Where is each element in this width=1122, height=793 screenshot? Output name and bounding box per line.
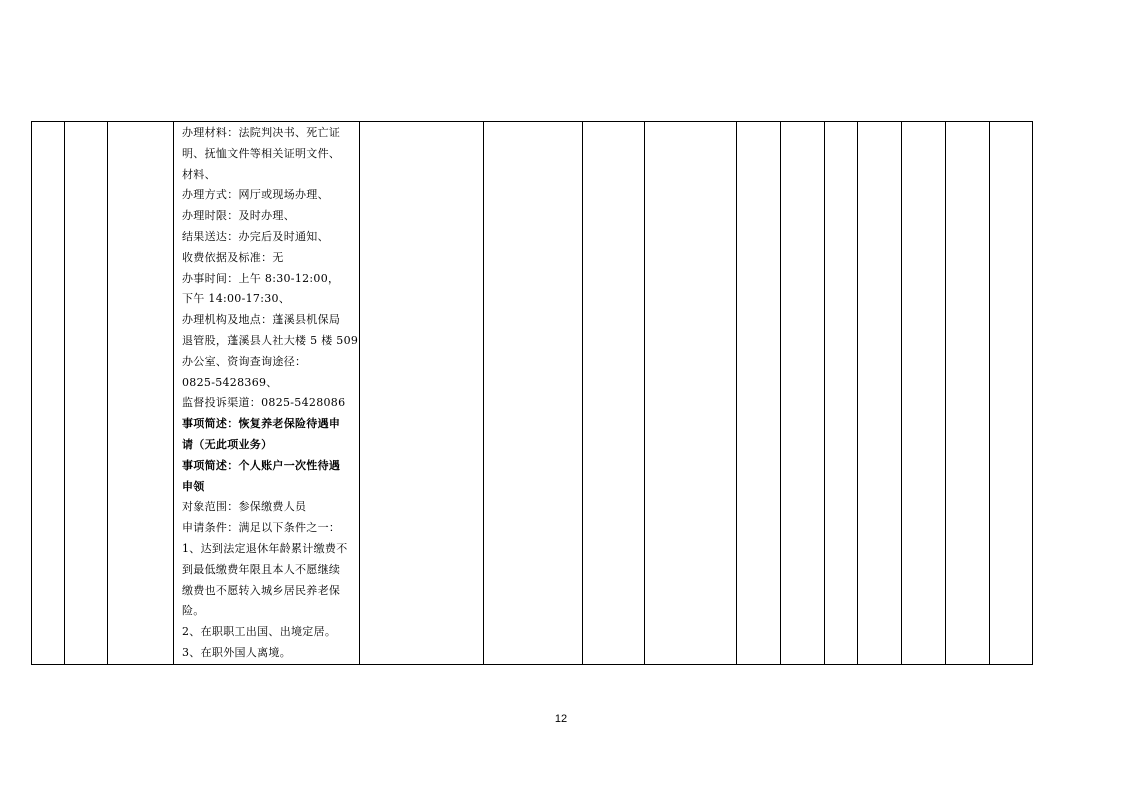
table-cell-empty: [65, 122, 108, 665]
text-line: 办事时间：上午 8:30-12:00，: [182, 271, 340, 285]
table-cell-empty: [990, 122, 1033, 665]
text-line: 下午 14:00-17:30、: [182, 292, 291, 306]
text-line: 办理机构及地点：蓬溪县机保局: [182, 313, 341, 327]
text-line: 3、在职外国人离境。: [182, 645, 291, 659]
text-line: 缴费也不愿转入城乡居民养老保: [182, 583, 341, 597]
service-description-text: [182, 123, 359, 664]
text-line: 2、在职职工出国、出境定居。: [182, 625, 337, 639]
table-cell-empty: [360, 122, 484, 665]
table-cell-empty: [825, 122, 858, 665]
text-line: 办公室、资询查询途径：: [182, 354, 307, 368]
text-line: 险。: [182, 604, 205, 618]
text-line: 到最低缴费年限且本人不愿继续: [182, 562, 341, 576]
text-line: 结果送达：办完后及时通知、: [182, 229, 329, 243]
text-line: 办理材料：法院判决书、死亡证: [182, 126, 341, 139]
item-heading-line: 事项简述：恢复养老保险待遇申: [182, 417, 341, 431]
table-cell-empty: [946, 122, 990, 665]
table-cell-empty: [484, 122, 583, 665]
table-cell-empty: [781, 122, 825, 665]
text-line: 监督投诉渠道：0825-5428086: [182, 396, 346, 410]
text-line: 退管股，蓬溪县人社大楼 5 楼 509: [182, 333, 359, 347]
text-line: 明、抚恤文件等相关证明文件、: [182, 146, 341, 160]
table-cell-empty: [902, 122, 946, 665]
item-heading-line: 请（无此项业务）: [182, 437, 273, 451]
text-line: 对象范围：参保缴费人员: [182, 500, 307, 514]
table-cell-empty: [737, 122, 781, 665]
table-cell-empty: [108, 122, 174, 665]
table-cell-empty: [645, 122, 737, 665]
text-line: 材料、: [182, 167, 216, 181]
page-number: 12: [554, 713, 568, 725]
document-table: [31, 121, 1033, 665]
item-heading-line: 申领: [182, 479, 205, 493]
table-cell-empty: [858, 122, 902, 665]
item-heading-line: 事项简述：个人账户一次性待遇: [182, 458, 341, 472]
table-cell-empty: [583, 122, 645, 665]
text-line: 申请条件：满足以下条件之一：: [182, 521, 341, 535]
table-cell-empty: [32, 122, 65, 665]
service-description-cell: [174, 122, 360, 665]
text-line: 收费依据及标准：无: [182, 250, 284, 264]
text-line: 办理方式：网厅或现场办理、: [182, 188, 329, 202]
text-line: 1、达到法定退休年龄累计缴费不: [182, 541, 348, 555]
text-line: 0825-5428369、: [182, 375, 278, 389]
table-row: [32, 122, 1033, 665]
text-line: 办理时限：及时办理、: [182, 209, 295, 223]
